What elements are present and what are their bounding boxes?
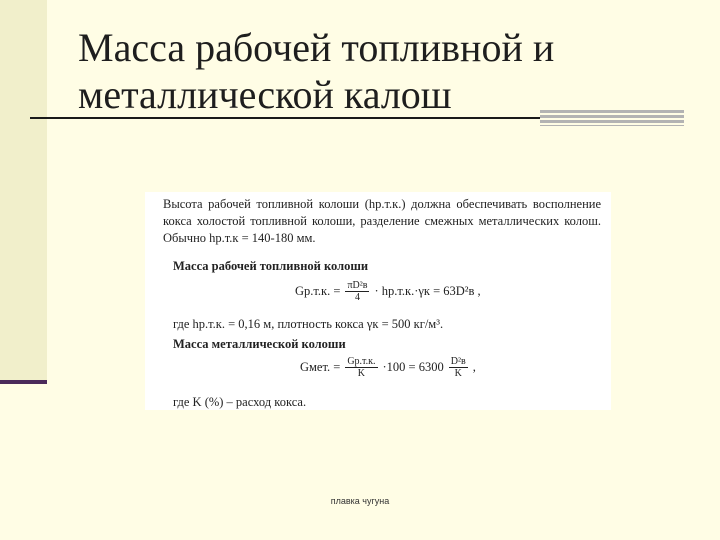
metal-formula	[300, 356, 476, 379]
metal-note: где K (%) – расход кокса.	[173, 395, 307, 409]
fuel-formula	[295, 280, 481, 303]
metal-formula-fraction-2	[449, 356, 468, 379]
metal-formula-numerator-1: Gр.т.к.	[347, 356, 376, 367]
fuel-formula-denominator: 4	[354, 292, 360, 303]
fuel-note: где hр.т.к. = 0,16 м, плотность кокса γк = 500 кг/м³.	[173, 317, 444, 331]
metal-heading	[173, 336, 346, 353]
metal-formula-denominator-2: K	[454, 368, 462, 379]
intro-paragraph: Высота рабочей топливной колоши (hр.т.к.) должна обеспечивать восполнение кокса холостой топливной колоши, разделение смежных металлических колош. Обычно hр.т.к = 140-180 мм.	[163, 197, 601, 245]
metal-heading-text: Масса металлической колоши	[173, 337, 346, 351]
metal-formula-tail: ,	[472, 360, 476, 374]
slide-footer: плавка чугуна	[330, 496, 390, 506]
fuel-heading-text: Масса рабочей топливной колоши	[173, 259, 369, 273]
metal-formula-lhs: Gмет. =	[300, 360, 341, 374]
title-underline	[30, 117, 540, 119]
title-underline-accent	[540, 110, 684, 126]
metal-formula-denominator-1: K	[357, 368, 366, 379]
fuel-formula-rhs: · hр.т.к.·γк = 63D²в ,	[374, 284, 481, 298]
formula-panel	[145, 192, 611, 410]
metal-formula-middle: ·100 = 6300	[382, 360, 444, 374]
slide-title: Масса рабочей топливной и металлической калош	[78, 25, 555, 117]
fuel-formula-numerator: πD²в	[347, 280, 368, 291]
fuel-heading	[173, 258, 368, 275]
fuel-formula-lhs: Gр.т.к. =	[295, 284, 341, 298]
metal-formula-numerator-2: D²в	[450, 356, 466, 367]
left-decor-bar-edge	[0, 380, 47, 384]
metal-formula-fraction-1	[345, 356, 377, 379]
left-decor-bar	[0, 0, 47, 384]
fuel-formula-fraction	[345, 280, 369, 303]
